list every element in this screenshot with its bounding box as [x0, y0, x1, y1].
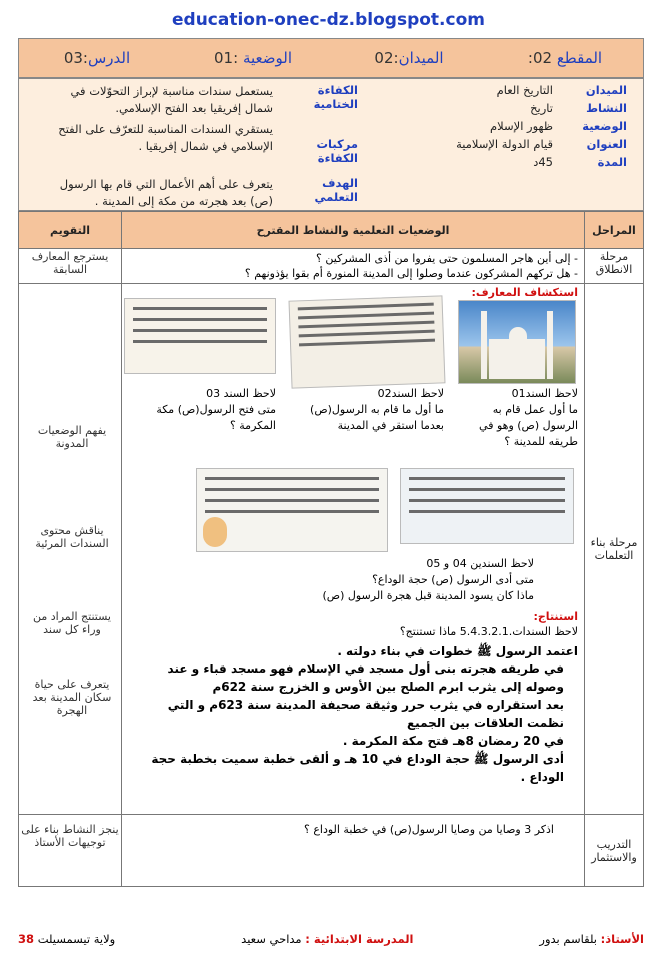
value-learning-goal: يتعرف على أهم الأعمال التي قام بها الرسول (ص) بعد هجرته من مكة إلى المدينة .: [59, 177, 273, 208]
question-item: ماذا كان يسود المدينة قبل هجرة الرسول (ص): [322, 589, 534, 602]
textbook-doc-4: [400, 468, 574, 544]
launch-question: - إلى أين هاجر المسلمون حتى يفروا من أذى المشركين ؟: [316, 252, 578, 265]
eval-item: يفهم الوضعيات المدونة: [37, 424, 107, 450]
eval-item: يتعرف على حياة سكان المدينة بعد الهجرة: [32, 678, 112, 717]
value-duration: 45د: [533, 155, 553, 169]
deduce-question: لاحظ السندات.5.4.3.2.1 ماذا تستنتج؟: [399, 625, 578, 638]
doc3-question: متى فتح الرسول(ص) مكة المكرمة ؟: [156, 403, 276, 432]
doc3-label: لاحظ السند 03: [206, 387, 276, 400]
col-stages: المراحل: [585, 212, 644, 249]
value-final-competence: يستعمل سندات مناسبة لإبراز التحوّلات في شمال إفريقيا بعد الفتح الإسلامي.: [70, 84, 273, 115]
header-lesson: الدرس:03: [63, 49, 131, 67]
stage-launch: مرحلة الانطلاق: [585, 249, 644, 284]
value-situation: ظهور الإسلام: [490, 119, 553, 133]
doc2-label: لاحظ السند02: [377, 387, 444, 400]
launch-question: - هل تركهم المشركون عندما وصلوا إلى المدينة المنورة أم بقوا يؤذونهم ؟: [244, 267, 578, 280]
site-title[interactable]: education-onec-dz.blogspot.com: [172, 10, 485, 30]
practice-eval: ينجز النشاط بناء على توجيهات الأستاذ: [19, 815, 122, 887]
conclusion-intro: اعتمد الرسول ﷺ خطوات في بناء دولته .: [337, 644, 578, 658]
question-item: لاحظ السندين 04 و 05: [426, 557, 534, 570]
label-activity: النشاط: [586, 101, 627, 115]
label-situation: الوضعية: [582, 119, 627, 133]
explore-heading: استكشاف المعارف:: [471, 286, 578, 299]
lesson-table: [18, 211, 644, 887]
textbook-doc-5: [196, 468, 388, 552]
doc2-question: ما أول ما قام به الرسول(ص) بعدما استقر في المدينة: [310, 403, 444, 432]
header-field: الميدان:02: [374, 49, 444, 67]
conclusion-item: بعد استقراره في يثرب حرر وثيقة صحيفة المدينة سنة 623م و التي نظمت العلاقات بين الجميع: [167, 698, 564, 730]
label-field: الميدان: [585, 83, 627, 97]
footer: [18, 932, 644, 946]
value-field: التاريخ العام: [496, 83, 553, 97]
label-competence-components: مركبات الكفاءة: [316, 137, 358, 165]
label-duration: المدة: [597, 155, 627, 169]
practice-question: اذكر 3 وصايا من وصايا الرسول(ص) في خطبة الوداع ؟: [122, 815, 585, 887]
build-activities: [122, 284, 585, 815]
conclusion-item: في 20 رمضان 8هـ فتح مكة المكرمة .: [342, 734, 564, 748]
doc1-question: ما أول عمل قام به الرسول (ص) وهو في طريقه للمدينة ؟: [479, 403, 578, 448]
doc2-block: [294, 386, 444, 434]
value-competence-components: يستقري السندات المناسبة للتعرّف على الفتح الإسلامي في شمال إفريقيا .: [58, 122, 273, 153]
col-evaluation: التقويم: [19, 212, 122, 249]
footer-wilaya: ولاية تيسمسيلت 38: [18, 932, 116, 946]
stage-practice: التدريب والاستثمار: [585, 815, 644, 887]
stage-build: مرحلة بناء التعلمات: [585, 284, 644, 815]
build-eval: [19, 284, 122, 815]
conclusion-item: في طريقه هجرته بنى أول مسجد في الإسلام فهو مسجد قباء و عند وصوله إلى يثرب ابرم الصلح بين الأوس و الخزرج سنة 622م: [167, 662, 564, 694]
launch-eval: يسترجع المعارف السابقة: [19, 249, 122, 284]
eval-item: يناقش محتوى السندات المرئية: [35, 524, 109, 550]
doc3-block: [126, 386, 276, 434]
deduce-heading: استنتاج:: [533, 610, 578, 623]
doc1-label: لاحظ السند01: [511, 387, 578, 400]
lesson-header: [18, 38, 644, 78]
textbook-doc-3: [124, 298, 276, 374]
col-activities: الوضعيات التعلمية والنشاط المقترح: [122, 212, 585, 249]
conclusion-block: [138, 642, 578, 786]
label-learning-goal: الهدف التعلمي: [314, 176, 358, 204]
question-item: متى أدى الرسول (ص) حجة الوداع؟: [372, 573, 534, 586]
header-segment: المقطع 02:: [527, 49, 603, 67]
eval-item: يستنتج المراد من وراء كل سند: [33, 610, 111, 636]
mosque-photo: [458, 300, 576, 384]
lesson-info: [18, 78, 644, 211]
footer-teacher: الأستاذ: بلقاسم بدور: [539, 932, 644, 946]
label-final-competence: الكفاءة الختامية: [313, 83, 358, 111]
value-title: قيام الدولة الإسلامية: [456, 137, 553, 151]
conclusion-item: أدى الرسول ﷺ حجة الوداع في 10 هـ و ألقى خطبة سميت بخطبة حجة الوداع .: [151, 752, 564, 784]
header-situation: الوضعية :01: [214, 49, 292, 67]
questions-4-5: [322, 556, 534, 604]
label-title: العنوان: [586, 137, 627, 151]
textbook-doc-2: [289, 295, 446, 388]
value-activity: تاريخ: [530, 101, 553, 115]
doc1-block: [460, 386, 578, 450]
launch-questions: [122, 249, 585, 284]
footer-school: المدرسة الابتدائية : مداحي سعيد: [241, 932, 414, 946]
